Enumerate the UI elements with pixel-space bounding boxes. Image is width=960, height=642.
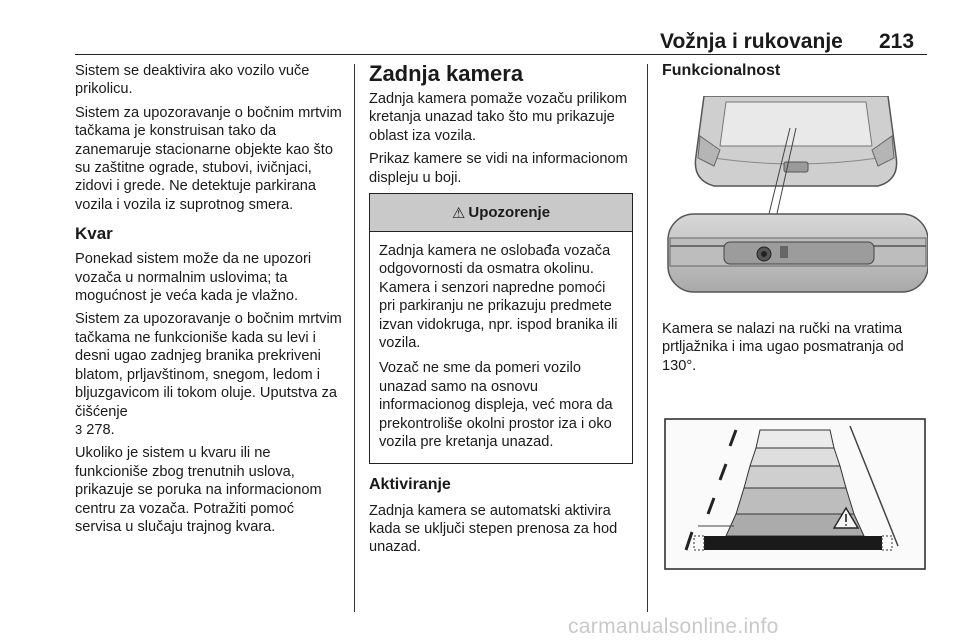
- rear-camera-location-illustration: [664, 96, 928, 306]
- paragraph-trailer-deactivation: Sistem se deaktivira ako vozilo vuče prikolicu.: [75, 63, 310, 98]
- paragraph-camera-purpose: Zadnja kamera pomaže vozaču prilikom kretanja unazad tako što mu prikazuje oblast iza vozila.: [369, 91, 627, 144]
- warning-paragraph-1: Zadnja kamera ne oslobađa vozača odgovornosti da osmatra okolinu. Kamera i senzori napredne pomoći pri parkiranju ne prikazuju predmete izvan vidokruga, npr. ispod branika ili vozila.: [379, 243, 618, 352]
- column-2: [369, 62, 636, 562]
- camera-display-illustration: [664, 418, 926, 570]
- paragraph-stationary-objects: Sistem za upozoravanje o bočnim mrtvim tačkama je konstruisan tako da zanemaruje stacionarne objekte kao što su zaštitne ograde, stubovi, ivičnjaci, zidovi i grede. Ne detektuje parkirana vozila i vozila iz suprotnog smera.: [75, 104, 342, 213]
- page-header-title: Vožnja i rukovanje: [660, 30, 843, 53]
- heading-fault: Kvar: [75, 224, 113, 244]
- warning-triangle-icon: ⚠: [451, 204, 466, 222]
- warning-body: [370, 232, 632, 462]
- header-rule: [75, 54, 927, 55]
- heading-functionality: Funkcionalnost: [662, 62, 781, 79]
- section-title-rear-camera: Zadnja kamera: [369, 61, 524, 86]
- page-reference-link[interactable]: 278.: [86, 421, 115, 438]
- paragraph-fault-conditions: Ponekad sistem može da ne upozori vozača u normalnim uslovima; ta mogućnost je veća kada je vlažno.: [75, 251, 312, 305]
- page-reference-arrow-icon: 3: [75, 421, 83, 437]
- page-number: 213: [879, 30, 915, 53]
- paragraph-display: Prikaz kamere se vidi na informacionom displeju u boji.: [369, 151, 628, 186]
- column-3: [662, 62, 930, 80]
- heading-activation: Aktiviranje: [369, 475, 451, 493]
- figure-caption: Kamera se nalazi na ručki na vratima prtljažnika i ima ugao posmatranja od 130°.: [662, 321, 904, 374]
- warning-title: Upozorenje: [468, 204, 551, 222]
- paragraph-activation: Zadnja kamera se automatski aktivira kada se uključi stepen prenosa za hod unazad.: [369, 502, 618, 556]
- warning-box: [369, 193, 633, 463]
- warning-header: [370, 194, 632, 232]
- column-divider-left: [354, 64, 355, 612]
- column-divider-right: [647, 64, 648, 612]
- paragraph-service-message: Ukoliko je sistem u kvaru ili ne funkcioniše zbog trenutnih uslova, prikazuje se poruka na informacionom centru za vozača. Potražiti pomoć servisa u slučaju trajnog kvara.: [75, 445, 322, 535]
- warning-paragraph-2: Vozač ne sme da pomeri vozilo unazad samo na osnovu informacionog displeja, već mora da prekontroliše okolni prostor iza i oko vozila pre kretanja unazad.: [379, 360, 613, 451]
- watermark: carmanualsonline.info: [568, 615, 779, 638]
- bumper-bar: [704, 536, 882, 550]
- column-1: [75, 62, 343, 541]
- paragraph-bumper-dirt-text: Sistem za upozoravanje o bočnim mrtvim tačkama ne funkcioniše kada su levi i desni ugao zadnjeg branika prekriveni blatom, prljavštinom, snegom, ledom i bljuzgavicom ili tokom oluje. Uputstva za čišćenje: [75, 311, 342, 420]
- paragraph-bumper-dirt: [75, 310, 343, 439]
